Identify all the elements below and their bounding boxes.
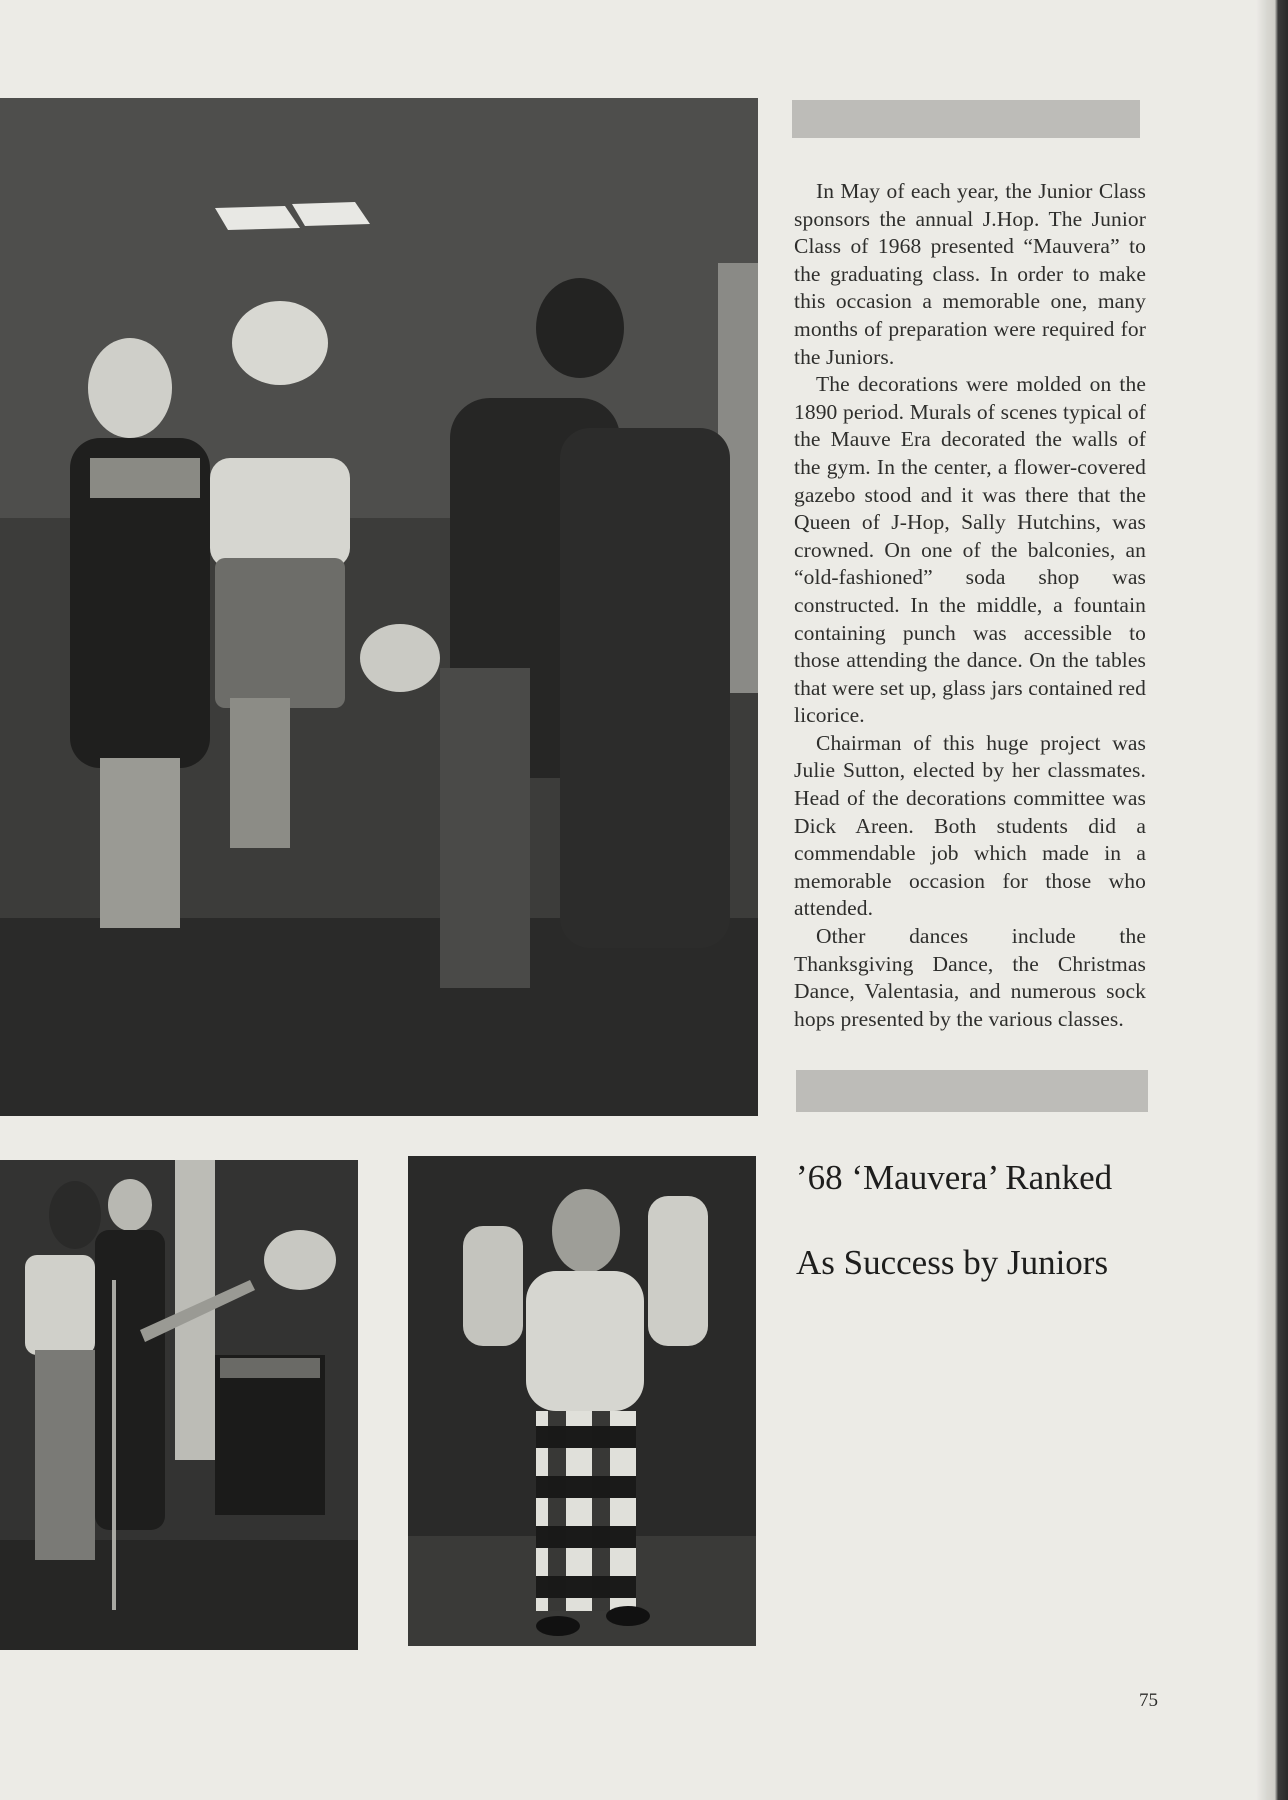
headline-line-1: ’68 ‘Mauvera’ Ranked xyxy=(796,1158,1113,1197)
photo-dancer-plaid-pants-image xyxy=(408,1156,756,1646)
headline-gray-bar xyxy=(796,1070,1148,1112)
article-paragraph: In May of each year, the Junior Class sponsors the annual J.Hop. The Junior Class of 1968 presented “Mauvera” to the graduating class. In order to make this occasion a memorable one, many months of preparation were required for the Juniors. xyxy=(794,179,1146,369)
photo-couples-dancing-image xyxy=(0,98,758,1116)
page-binding-edge xyxy=(1266,0,1288,1800)
article-body xyxy=(794,178,1146,1033)
article-paragraph: The decorations were molded on the 1890 period. Murals of scenes typical of the Mauve Era decorated the walls of the gym. In the center, a flower-covered gazebo stood and it was there that the Queen of J-Hop, Sally Hutchins, was crowned. On one of the balconies, an “old-fashioned” soda shop was constructed. In the middle, a fountain containing punch was accessible to those attending the dance. On the tables that were set up, glass jars contained red licorice. xyxy=(794,372,1146,728)
photo-couples-dancing xyxy=(0,98,758,1116)
article-paragraph: Chairman of this huge project was Julie Sutton, elected by her classmates. Head of the decorations committee was Dick Areen. Both students did a commendable job which made in a memorable occasion for those who attended. xyxy=(794,730,1146,921)
article-paragraph: Other dances include the Thanksgiving Dance, the Christmas Dance, Valentasia, and numerous sock hops presented by the various classes. xyxy=(794,924,1146,1031)
photo-band-playing xyxy=(0,1160,358,1650)
headline-line-2: As Success by Juniors xyxy=(796,1243,1109,1282)
photo-band-playing-image xyxy=(0,1160,358,1650)
page-number: 75 xyxy=(1139,1690,1158,1711)
page-shadow xyxy=(1256,0,1266,1800)
plaid-pants xyxy=(536,1411,636,1611)
photo-dancer-plaid-pants xyxy=(408,1156,756,1646)
header-gray-bar xyxy=(792,100,1140,138)
